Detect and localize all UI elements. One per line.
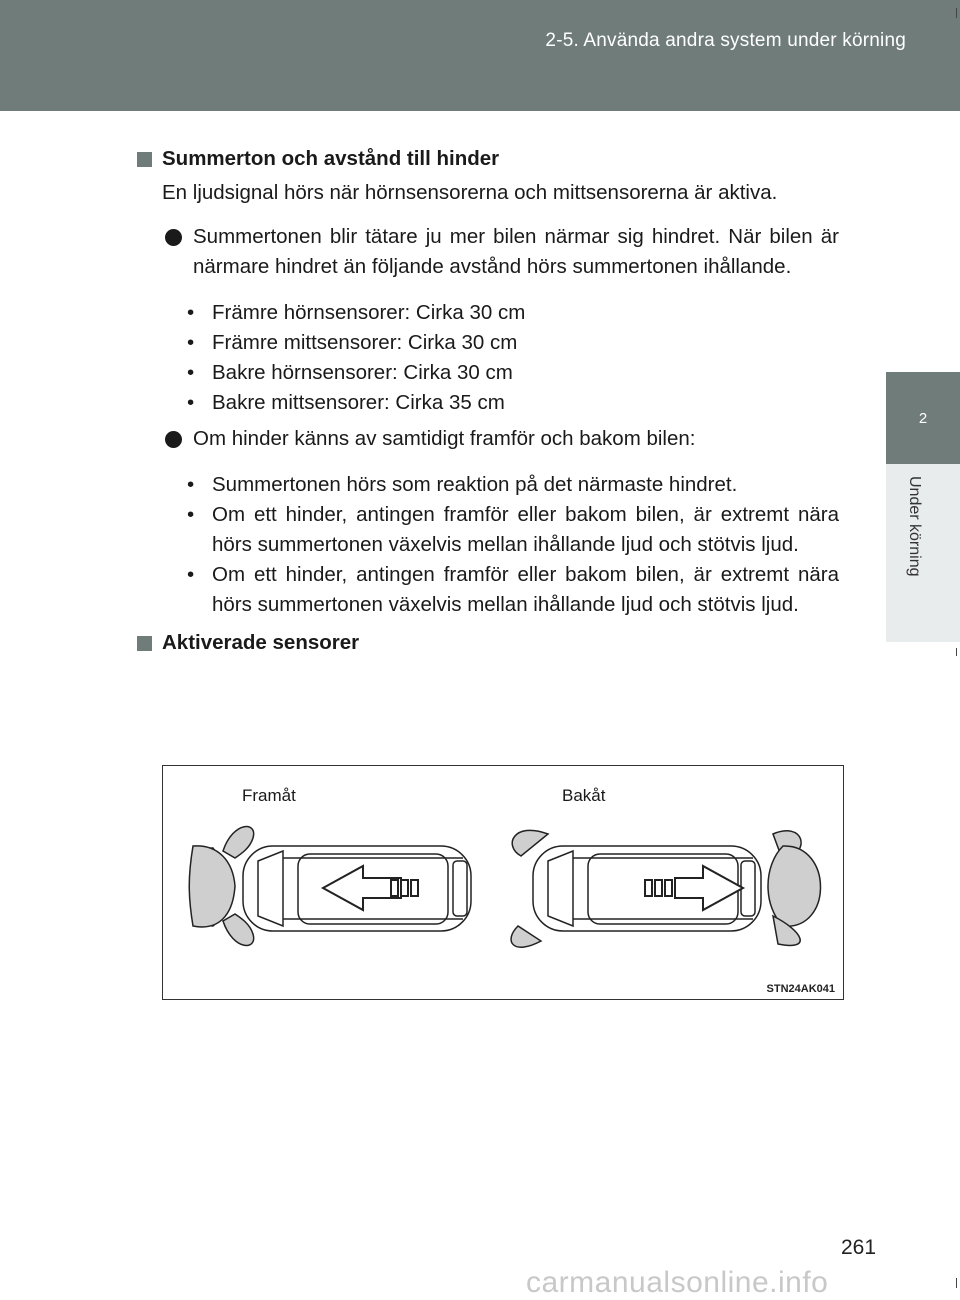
header-title: 2-5. Använda andra system under körning [545, 30, 906, 51]
list-item: • Summertonen hörs som reaktion på det närmaste hindret. [185, 470, 839, 500]
sensor-figure [162, 765, 844, 1000]
list-item [165, 424, 839, 454]
reaction-list [137, 470, 839, 620]
watermark: carmanualsonline.info [526, 1266, 829, 1299]
square-bullet-icon [137, 152, 152, 167]
list-item: • Främre hörnsensorer: Cirka 30 cm [185, 298, 839, 328]
chapter-tab-number: 2 [886, 372, 960, 464]
section-heading-text: Aktiverade sensorer [162, 631, 360, 654]
list-item: • Om ett hinder, antingen framför eller bakom bilen, är extremt nära hörs summertonen växelvis mellan ihållande ljud och stötvis ljud. [185, 500, 839, 560]
square-bullet-icon [137, 636, 152, 651]
section-heading-text: Summerton och avstånd till hinder [162, 147, 500, 170]
crop-mark [956, 648, 957, 656]
figure-label-backward: Bakåt [562, 786, 606, 805]
list-item-text: Om hinder känns av samtidigt framför och bakom bilen: [193, 427, 696, 450]
chapter-tab-label: Under körning [906, 476, 923, 577]
page-content [137, 144, 839, 658]
list-item [165, 222, 839, 282]
section-intro: En ljudsignal hörs när hörnsensorerna och mittsensorerna är aktiva. [162, 181, 778, 204]
list-item: • Om ett hinder, antingen framför eller bakom bilen, är extremt nära hörs summertonen växelvis mellan ihållande ljud och stötvis ljud. [185, 560, 839, 620]
crop-mark [956, 8, 957, 18]
page-number: 261 [841, 1236, 877, 1259]
car-sensor-illustration [163, 766, 843, 999]
list-item: • Bakre mittsensorer: Cirka 35 cm [185, 388, 839, 418]
page-header [0, 0, 960, 111]
list-item: • Bakre hörnsensorer: Cirka 30 cm [185, 358, 839, 388]
crop-mark [956, 1278, 957, 1288]
section-heading [137, 144, 839, 174]
figure-code: STN24AK041 [766, 983, 835, 995]
section-heading [137, 628, 839, 658]
distance-list [137, 298, 839, 418]
list-item: • Främre mittsensorer: Cirka 30 cm [185, 328, 839, 358]
list-item-text: Summertonen blir tätare ju mer bilen närmar sig hindret. När bilen är närmare hindret än följande avstånd hörs summertonen ihållande. [193, 225, 839, 278]
circle-bullet-icon [165, 431, 182, 448]
circle-bullet-icon [165, 229, 182, 246]
figure-label-forward: Framåt [242, 786, 296, 805]
